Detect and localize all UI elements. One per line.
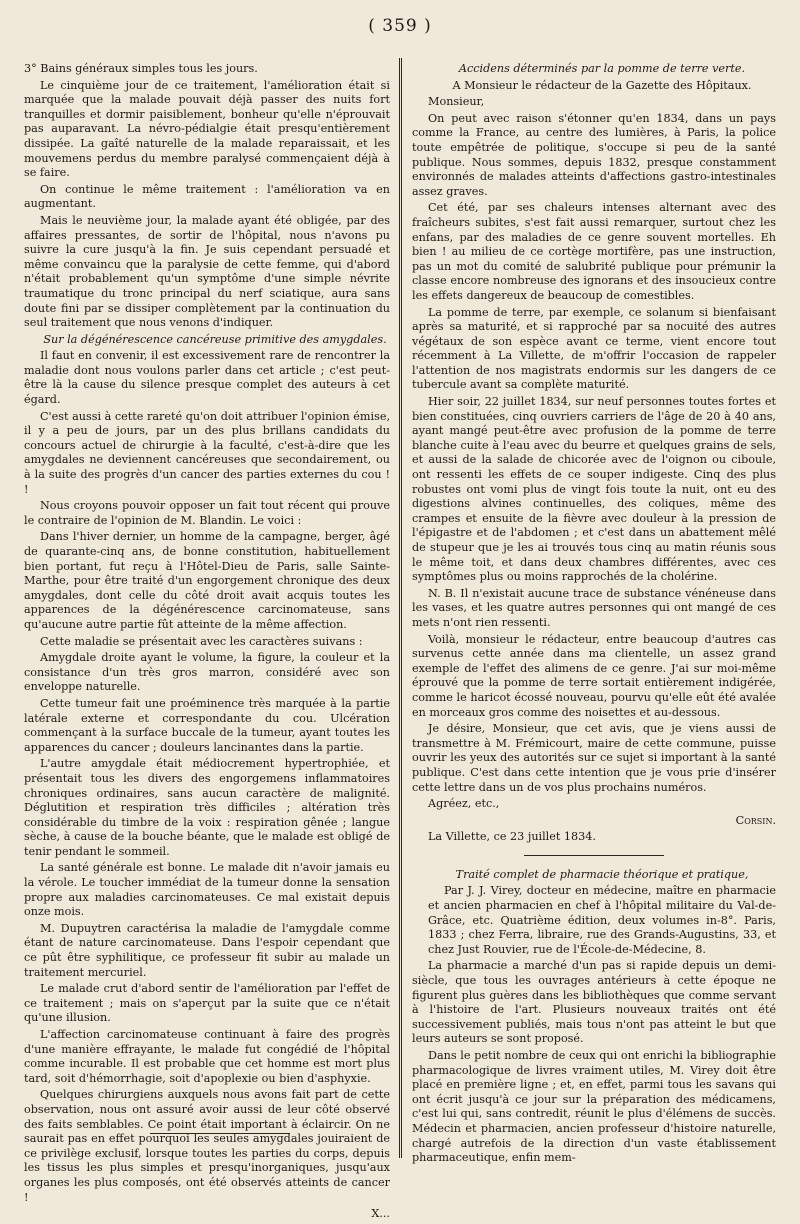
section-rule (524, 855, 664, 856)
page-number: ( 359 ) (368, 16, 432, 36)
paragraph: L'affection carcinomateuse continuant à faire des progrès d'une manière effrayante, le malade fut congédié de l'hôpital comme incurable. Il est probable que cet homme est mort plus tard, soit d'hémorrhagie, soit d'apoplexie ou bien d'asphyxie. (24, 1028, 390, 1085)
paragraph: Mais le neuvième jour, la malade ayant été obligée, par des affaires pressantes, de sortir de l'hôpital, nous n'avons pu suivre la cure jusqu'à la fin. Je suis cependant persuadé et même convaincu que la paralysie de cette femme, qui d'abord n'était probablement qu'un symptôme d'une simple névrite traumatique du tronc principal du nerf sciatique, aura sans doute fini par se dissiper complètement par la continuation du seul traitement que nous venons d'indiquer. (24, 213, 390, 330)
paragraph: Le malade crut d'abord sentir de l'amélioration par l'effet de ce traitement ; mais on s'aperçut par la suite que ce n'était qu'une illusion. (24, 982, 390, 1025)
dateline: La Villette, ce 23 juillet 1834. (428, 830, 596, 844)
paragraph: On peut avec raison s'étonner qu'en 1834, dans un pays comme la France, au centre des lumières, à Paris, la police toute empêtrée de politique, s'occupe si peu de la santé publique. Nous sommes, depuis 1832, presque constamment environnés de malades atteints d'affections gastro-intestinales assez graves. (412, 111, 776, 198)
paragraph: Nous croyons pouvoir opposer un fait tout récent qui prouve le contraire de l'opinion de M. Blandin. Le voici : (24, 499, 390, 527)
paragraph: Amygdale droite ayant le volume, la figure, la couleur et la consistance d'un très gros marron, considéré avec son enveloppe naturelle. (24, 651, 390, 694)
paragraph: Hier soir, 22 juillet 1834, sur neuf personnes toutes fortes et bien constituées, cinq ouvriers carriers de l'âge de 20 à 40 ans, ayant mangé peut-être avec profusion de la pomme de terre blanche cuite à l'eau avec du beurre et quelques grains de sels, et aussi de la salade de chicorée avec de l'oignon ou ciboule, ont ressenti les effets de ce souper indigeste. Cinq des plus robustes ont vomi plus de vingt fois toute la nuit, ont eu des digestions alvines continuelles, des coliques, même des crampes et ensuite de la fièvre avec douleur à la pression de l'épigastre et de l'abdomen ; et c'est dans un abattement mêlé de stupeur que je les ai trouvés tous cinq au matin réunis sous le même toit, et dans deux chambres différentes, avec ces symptômes plus ou moins rapprochés de la cholérine. (412, 395, 776, 584)
paragraph: La santé générale est bonne. Le malade dit n'avoir jamais eu la vérole. Le toucher immédiat de la tumeur donne la sensation propre aux maladies carcinomateuses. Ce mal existait depuis onze mois. (24, 861, 390, 919)
paragraph: Le cinquième jour de ce traitement, l'amélioration était si marquée que la malade pouvait déjà passer des nuits fort tranquilles et dormir paisiblement, bonheur qu'elle n'éprouvait pas auparavant. La névro-pédialgie était presqu'entièrement dissipée. La gaîté naturelle de la malade reparaissait, et les mouvemens perdus du membre paralysé commençaient déjà à se faire. (24, 78, 390, 180)
paragraph: Voilà, monsieur le rédacteur, entre beaucoup d'autres cas survenus cette année dans ma clientelle, un assez grand exemple de l'effet des alimens de ce genre. J'ai sur moi-même éprouvé que la pomme de terre sortait entièrement indigérée, comme le haricot écossé nouveau, pourvu qu'elle eût été avalée en morceaux gros comme des noisettes et au-dessous. (412, 632, 776, 719)
right-column (412, 62, 776, 1168)
left-column (24, 62, 390, 1224)
section-heading: Sur la dégénérescence cancéreuse primitive des amygdales. (43, 332, 387, 346)
paragraph: La pharmacie a marché d'un pas si rapide depuis un demi-siècle, que tous les ouvrages antérieurs à cette époque ne figurent plus guères dans les bibliothèques que comme servant à l'histoire de l'art. Plusieurs nouveaux traités ont été successivement publiés, mais tous n'ont pas atteint le but que leurs auteurs se sont proposé. (412, 959, 776, 1046)
column-divider (399, 58, 402, 1158)
bibliography-entry: Par J. J. Virey, docteur en médecine, maître en pharmacie et ancien pharmacien en chef à l'hôpital militaire du Val-de-Grâce, etc. Quatrième édition, deux volumes in-8°. Paris, 1833 ; chez Ferra, libraire, rue des Grands-Augustins, 33, et chez Just Rouvier, rue de l'École-de-Médecine, 8. (428, 884, 776, 956)
letter-address: A Monsieur le rédacteur de la Gazette des Hôpitaux. (452, 78, 752, 92)
paragraph: M. Dupuytren caractérisa la maladie de l'amygdale comme étant de nature carcinomateuse. Dans l'espoir cependant que ce pût être syphilitique, ce professeur fit subir au malade un traitement mercuriel. (24, 921, 390, 979)
author-initial: X... (371, 1207, 390, 1221)
paragraph: On continue le même traitement : l'amélioration va en augmentant. (24, 182, 390, 211)
paragraph: C'est aussi à cette rareté qu'on doit attribuer l'opinion émise, il y a peu de jours, par un des plus brillans candidats du concours actuel de chirurgie à la faculté, c'est-à-dire que les amygdales ne deviennent cancéreuses que secondairement, ou à la suite des progrès d'un cancer des parties externes du cou ! ! (24, 409, 390, 496)
paragraph: Dans l'hiver dernier, un homme de la campagne, berger, âgé de quarante-cinq ans, de bonne constitution, habituellement bien portant, fut reçu à l'Hôtel-Dieu de Paris, salle Sainte-Marthe, pour être traité d'un engorgement chronique des deux amygdales, dont celle du côté droit avait acquis toutes les apparences de la dégénérescence carcinomateuse, sans qu'aucune autre partie fût atteinte de la même affection. (24, 530, 390, 631)
paragraph: Quelques chirurgiens auxquels nous avons fait part de cette observation, nous ont assuré avoir aussi de leur côté observé des faits semblables. Ce point était important à éclaircir. On ne saurait pas en effet pourquoi les seules amygdales jouiraient de ce privilège exclusif, lorsque toutes les parties du corps, depuis les tissus les plus simples et presqu'inorganiques, jusqu'aux organes les plus composés, ont été observés atteints de cancer ! (24, 1088, 390, 1204)
paragraph: Cet été, par ses chaleurs intenses alternant avec des fraîcheurs subites, s'est fait aussi remarquer, surtout chez les enfans, par des maladies de ce genre souvent mortelles. Eh bien ! au milieu de ce cortège mortifère, pas une instruction, pas un mot du comité de salubrité publique pour prémunir la classe encore nombreuse des ignorans et des insoucieux contre les effets dangereux de beaucoup de comestibles. (412, 201, 776, 302)
paragraph: Agréez, etc., (428, 797, 500, 811)
paragraph: La pomme de terre, par exemple, ce solanum si bienfaisant après sa maturité, et si rapproché par sa nocuité des autres végétaux de son espèce avant ce terme, vient encore tout récemment à La Villette, de m'offrir l'occasion de rappeler l'attention de nos magistrats endormis sur les dangers de ce tubercule avant sa complète maturité. (412, 305, 776, 392)
paragraph: Il faut en convenir, il est excessivement rare de rencontrer la maladie dont nous voulons parler dans cet article ; c'est peut-être là la cause du silence presque complet des auteurs à cet égard. (24, 349, 390, 407)
paragraph: Je désire, Monsieur, que cet avis, que je viens aussi de transmettre à M. Frémicourt, maire de cette commune, puisse ouvrir les yeux des autorités sur ce sujet si important à la santé publique. C'est dans cette intention que je vous prie d'insérer cette lettre dans un de vos plus prochains numéros. (412, 722, 776, 794)
paragraph: Dans le petit nombre de ceux qui ont enrichi la bibliographie pharmacologique de livres vraiment utiles, M. Virey doit être placé en première ligne ; et, en effet, parmi tous les savans qui ont écrit jusqu'à ce jour sur la préparation des médicamens, c'est lui qui, sans contredit, réunit le plus d'élémens de succès. Médecin et pharmacien, ancien professeur d'histoire naturelle, chargé autrefois de la direction d'un vaste établissement pharmaceutique, enfin mem- (412, 1049, 776, 1165)
paragraph: Cette maladie se présentait avec les caractères suivans : (40, 634, 363, 648)
paragraph: 3° Bains généraux simples tous les jours. (24, 62, 258, 75)
bottom-rule (150, 1133, 290, 1134)
section-heading: Traité complet de pharmacie théorique et pratique, (455, 867, 749, 881)
signature: Corsin. (735, 813, 776, 827)
paragraph: L'autre amygdale était médiocrement hypertrophiée, et présentait tous les divers des engorgemens inflammatoires chroniques ordinaires, sans aucun caractère de malignité. Déglutition et respiration très difficiles ; altération très considérable du timbre de la voix : respiration gênée ; langue sèche, à cause de la bouche béante, que le malade est obligé de tenir pendant le sommeil. (24, 757, 390, 858)
section-heading: Accidens déterminés par la pomme de terre verte. (458, 62, 746, 75)
salutation: Monsieur, (428, 95, 485, 109)
paragraph: N. B. Il n'existait aucune trace de substance vénéneuse dans les vases, et les quatre autres personnes qui ont mangé de ces mets n'ont rien ressenti. (412, 586, 776, 629)
paragraph: Cette tumeur fait une proéminence très marquée à la partie latérale externe et correspondante du cou. Ulcération commençant à la surface buccale de la tumeur, ayant toutes les apparences du cancer ; douleurs lancinantes dans la partie. (24, 696, 390, 754)
